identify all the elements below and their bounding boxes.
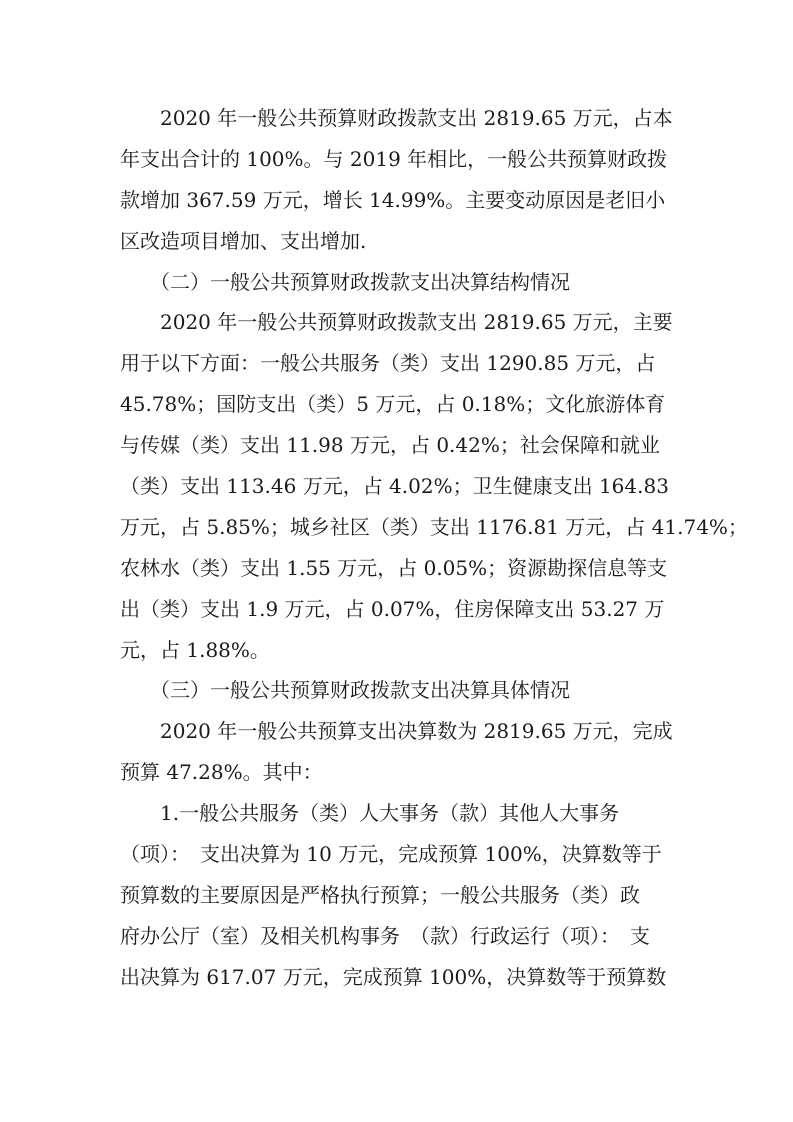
text-line: 出决算为 617.07 万元，完成预算 100%，决算数等于预算数 <box>120 964 667 989</box>
section-heading: （三）一般公共预算财政拨款支出决算具体情况 <box>120 678 570 703</box>
text-line: （项）： 支出决算为 10 万元，完成预算 100%，决算数等于 <box>120 842 662 867</box>
text-line: 2020 年一般公共预算财政拨款支出 2819.65 万元，主要 <box>120 310 673 335</box>
text-line: 预算 47.28%。其中： <box>120 760 323 785</box>
text-line: 2020 年一般公共预算支出决算数为 2819.65 万元，完成 <box>120 719 673 744</box>
text-line: 与传媒（类）支出 11.98 万元，占 0.42%；社会保障和就业 <box>120 433 660 458</box>
text-line: 预算数的主要原因是严格执行预算；一般公共服务（类）政 <box>120 882 640 907</box>
text-line: 元，占 1.88%。 <box>120 637 270 662</box>
text-line: 45.78%；国防支出（类）5 万元，占 0.18%；文化旅游体育 <box>120 392 666 417</box>
body-text <box>120 98 748 998</box>
text-line: 出（类）支出 1.9 万元，占 0.07%，住房保障支出 53.27 万 <box>120 596 665 621</box>
text-line: 年支出合计的 100%。与 2019 年相比，一般公共预算财政拨 <box>120 146 668 171</box>
text-line: 区改造项目增加、支出增加. <box>120 228 367 253</box>
text-line: 用于以下方面：一般公共服务（类）支出 1290.85 万元，占 <box>120 351 656 376</box>
text-line: 1.一般公共服务（类）人大事务（款）其他人大事务 <box>120 801 620 826</box>
text-line: 农林水（类）支出 1.55 万元，占 0.05%；资源勘探信息等支 <box>120 555 668 580</box>
section-heading: （二）一般公共预算财政拨款支出决算结构情况 <box>120 269 570 294</box>
text-line: 府办公厅（室）及相关机构事务 （款）行政运行（项）： 支 <box>120 923 650 948</box>
text-line: 万元，占 5.85%；城乡社区（类）支出 1176.81 万元，占 41.74%； <box>120 514 748 539</box>
text-line: 款增加 367.59 万元，增长 14.99%。主要变动原因是老旧小 <box>120 187 666 212</box>
text-line: 2020 年一般公共预算财政拨款支出 2819.65 万元，占本 <box>120 106 673 130</box>
text-line: （类）支出 113.46 万元，占 4.02%；卫生健康支出 164.83 <box>120 474 669 499</box>
